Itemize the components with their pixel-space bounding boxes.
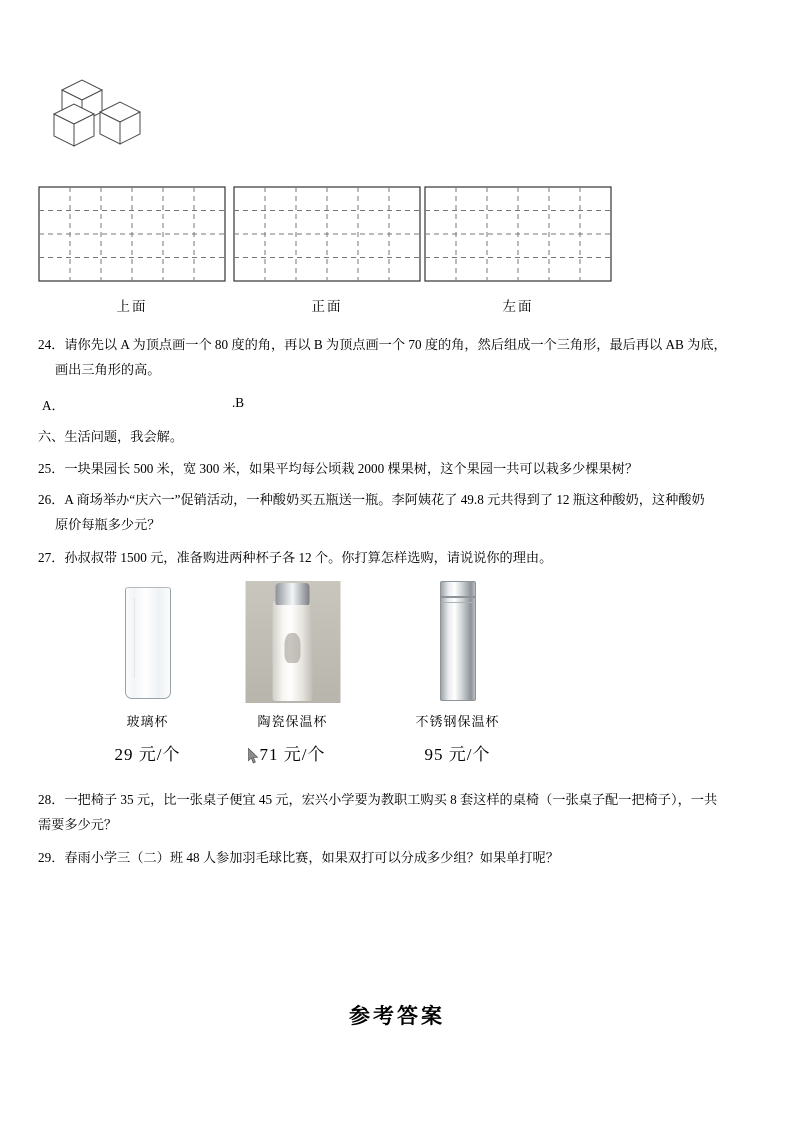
steel-cup-label: 不锈钢保温杯 <box>415 714 500 729</box>
grid-view-left <box>424 186 612 315</box>
question-27-number: 27． <box>38 550 65 565</box>
grid-caption-front: 正面 <box>311 299 343 314</box>
question-24-line-2-text: 画出三角形的高。 <box>55 362 161 377</box>
answers-section-title: 参考答案 <box>349 1004 445 1028</box>
ceramic-cup-price: 71 元/个 <box>259 745 326 764</box>
grid-caption-top: 上面 <box>116 299 148 314</box>
question-29 <box>38 845 762 870</box>
ceramic-cup-image <box>205 578 380 703</box>
ceramic-vacuum-cup-icon <box>245 581 340 703</box>
cup-item-ceramic <box>205 578 380 765</box>
grid-caption-left: 左面 <box>502 299 534 314</box>
question-25-number: 25． <box>38 461 65 476</box>
question-28-line-2-text: 需要多少元？ <box>38 817 118 832</box>
question-27 <box>38 545 762 570</box>
point-b-label: .B <box>232 395 245 410</box>
question-26-number: 26． <box>38 492 65 507</box>
ab-points-line <box>42 395 442 415</box>
question-25-line-1: 一块果园长 500 米，宽 300 米，如果平均每公顷栽 2000 棵果树，这个果园一共可以栽多少棵果树？ <box>64 461 639 476</box>
cube-stack-figure <box>40 62 180 162</box>
steel-cup-image <box>370 578 545 703</box>
question-24-line2 <box>55 357 779 382</box>
section-heading-six: 六、生活问题，我会解。 <box>38 429 184 444</box>
question-28-line2 <box>38 812 762 837</box>
question-28-line-1: 一把椅子 35 元，比一张桌子便宜 45 元，宏兴小学要为教职工购买 8 套这样的桌椅（一张桌子配一把椅子），一共 <box>64 792 718 807</box>
question-26-line-1: A 商场举办“庆六一”促销活动，一种酸奶买五瓶送一瓶。李阿姨花了 49.8 元共得到了 12 瓶这种酸奶，这种酸奶 <box>64 492 705 507</box>
point-a-label: A． <box>42 398 65 413</box>
grid-view-front <box>233 186 421 315</box>
cups-price-row <box>40 578 600 763</box>
question-28-number: 28． <box>38 792 65 807</box>
ceramic-cup-lid <box>276 583 310 605</box>
question-26 <box>38 487 762 512</box>
ceramic-cup-label: 陶瓷保温杯 <box>257 714 328 729</box>
question-24 <box>38 332 762 357</box>
question-28 <box>38 787 762 812</box>
grid-views-row <box>38 186 758 314</box>
question-29-line-1: 春雨小学三（二）班 48 人参加羽毛球比赛，如果双打可以分成多少组？如果单打呢？ <box>64 850 559 865</box>
ceramic-cup-pattern <box>285 633 301 663</box>
glass-cup-label: 玻璃杯 <box>126 714 169 729</box>
question-24-line-1: 请你先以 A 为顶点画一个 80 度的角，再以 B 为顶点画一个 70 度的角，然后组成一个三角形，最后再以 AB 为底， <box>64 337 727 352</box>
question-24-number: 24． <box>38 337 65 352</box>
question-26-line2 <box>55 512 779 537</box>
grid-view-top <box>38 186 226 315</box>
question-29-number: 29． <box>38 850 65 865</box>
question-26-line-2-text: 原价每瓶多少元？ <box>55 517 161 532</box>
stainless-steel-cup-icon <box>440 581 476 701</box>
question-25 <box>38 456 762 481</box>
cup-item-steel <box>370 578 545 765</box>
glass-cup-icon <box>125 587 171 699</box>
question-27-line-1: 孙叔叔带 1500 元，准备购进两种杯子各 12 个。你打算怎样选购，请说说你的理由。 <box>64 550 553 565</box>
steel-cup-price: 95 元/个 <box>424 745 491 764</box>
glass-cup-price: 29 元/个 <box>114 745 181 764</box>
